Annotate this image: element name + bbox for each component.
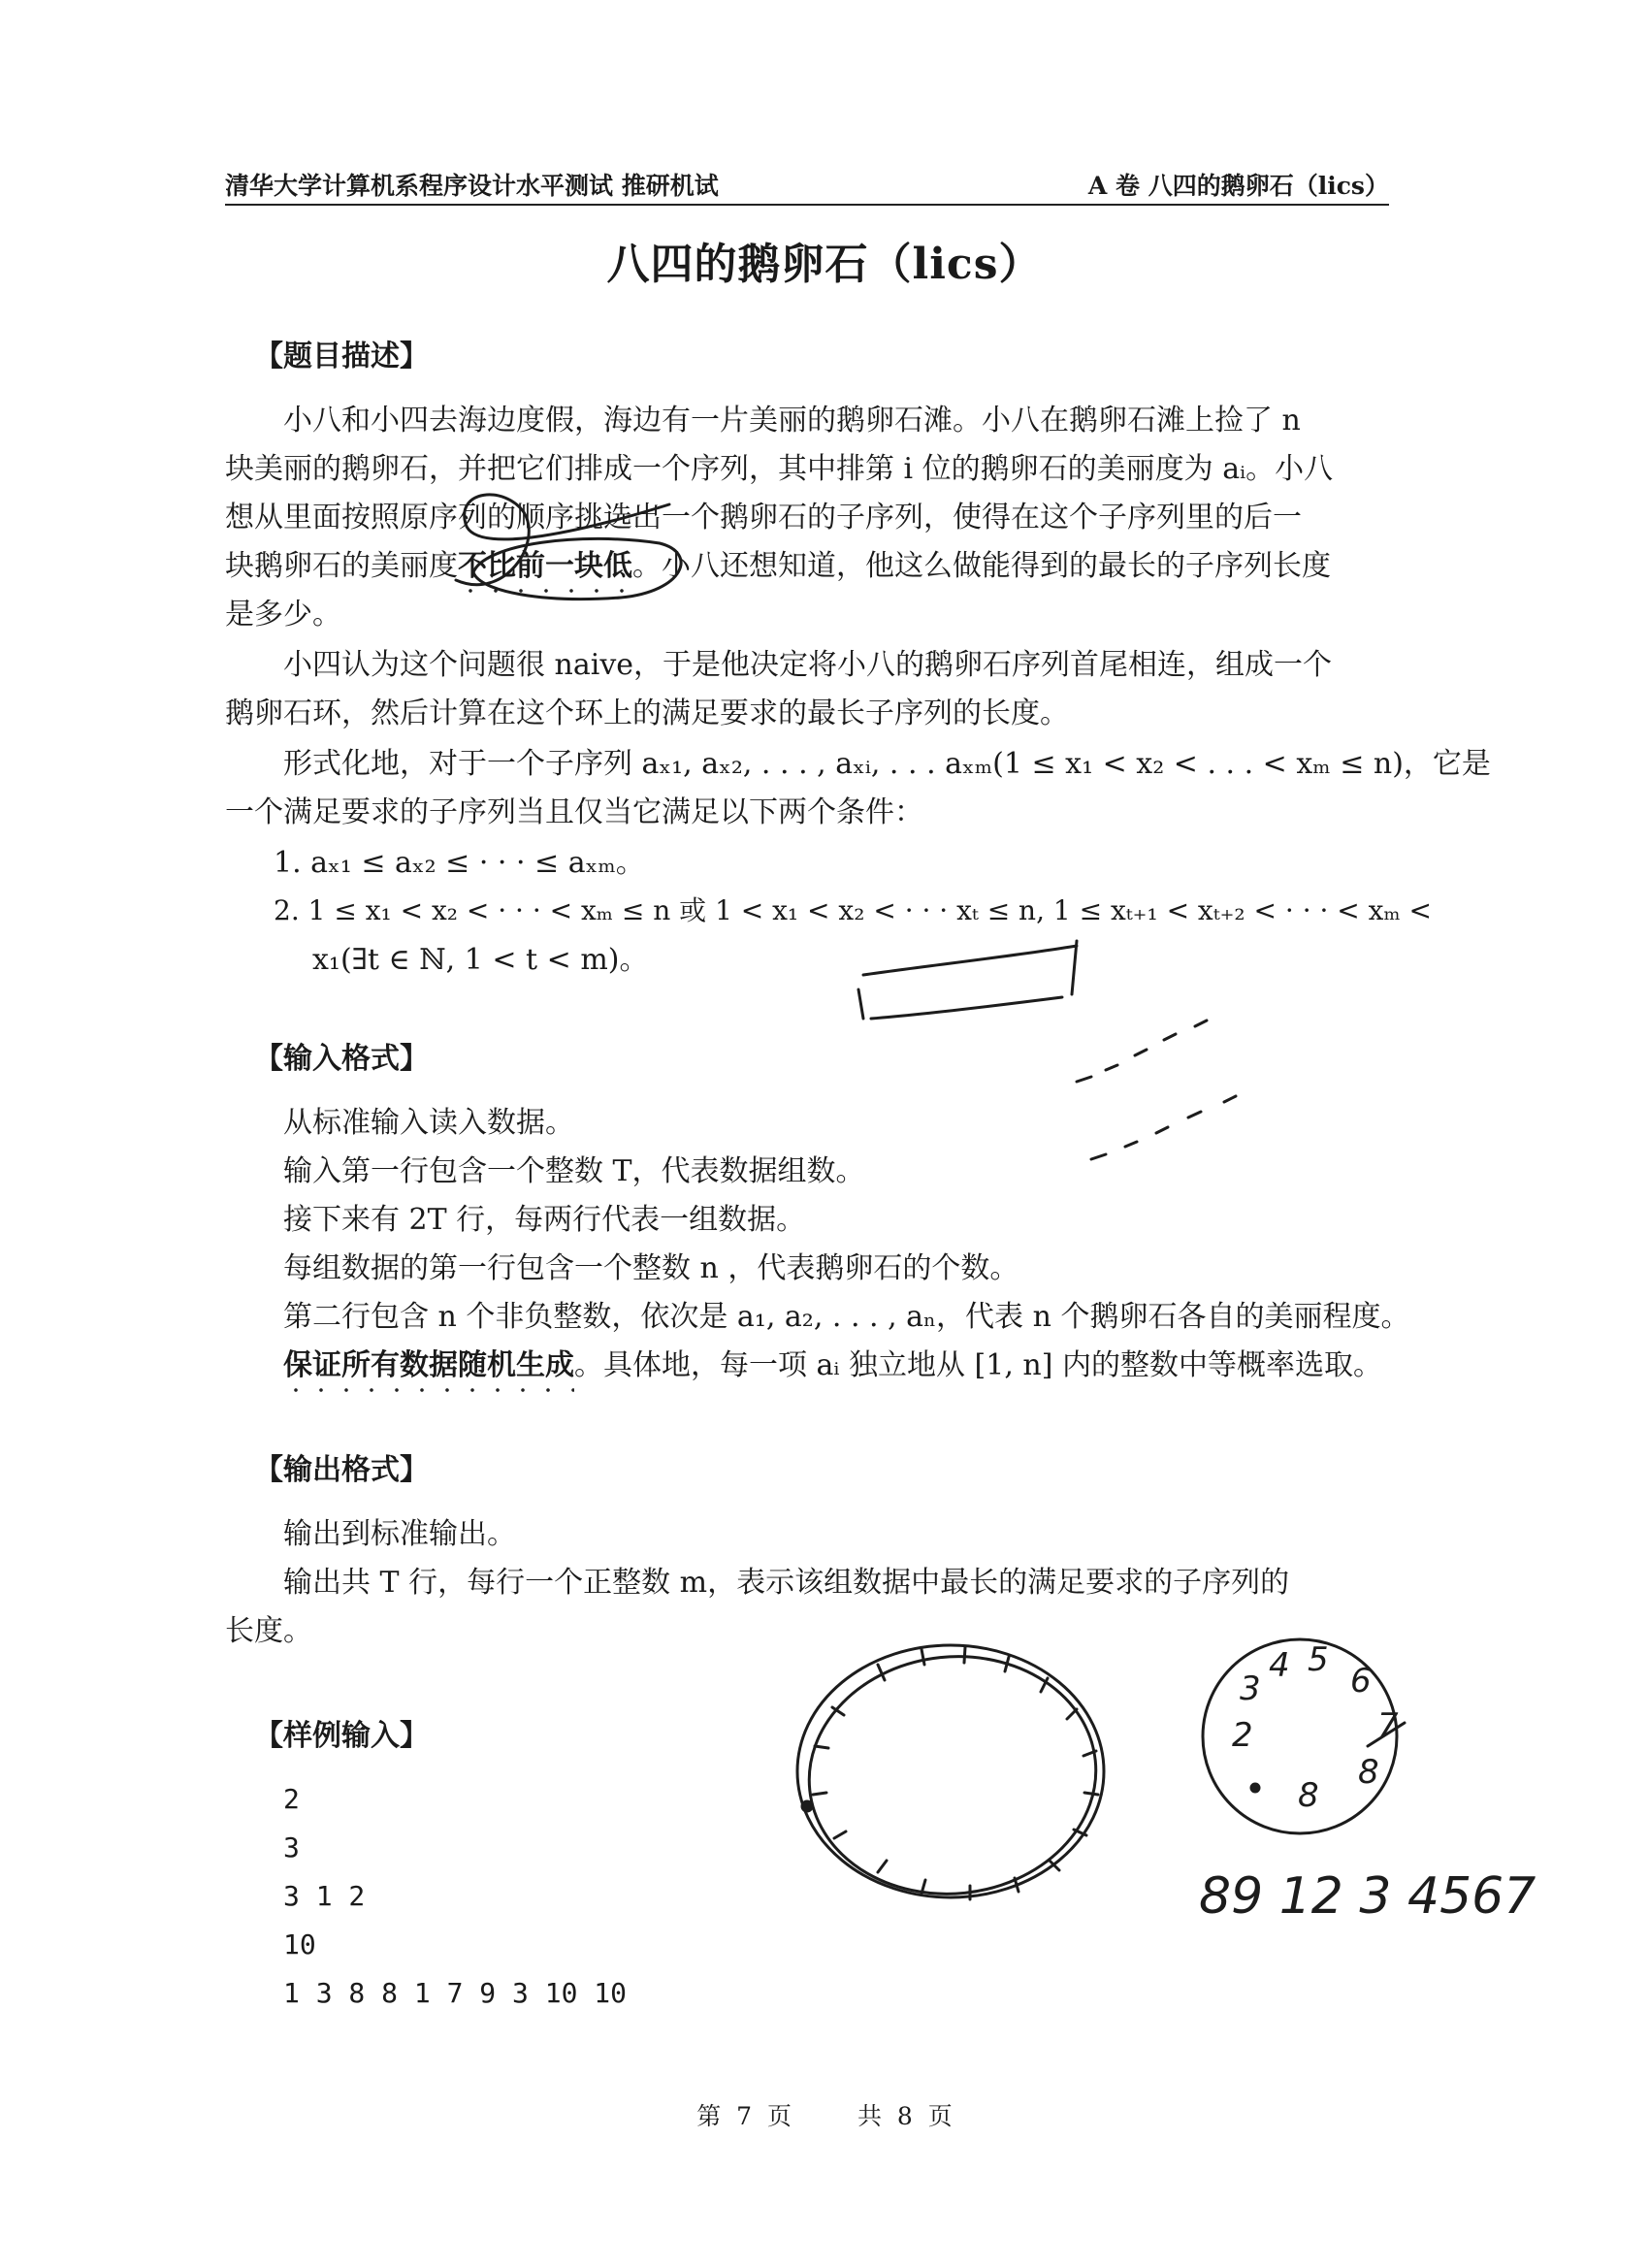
ink-dashes-2 — [1091, 1096, 1236, 1159]
input-line-6-end: 。具体地，每一项 aᵢ 独立地从 [1, n] 内的整数中等概率选取。 — [574, 1348, 1382, 1382]
sample-input-line-5: 1 3 8 8 1 7 9 3 10 10 — [283, 1977, 628, 2009]
header-right: A 卷 八四的鹅卵石（lics） — [1087, 172, 1389, 200]
ink-rectangle — [858, 941, 1077, 1019]
ink-digit-2: 2 — [1232, 1716, 1253, 1755]
ink-digit-6: 6 — [1350, 1662, 1372, 1701]
page-title: 八四的鹅卵石（lics） — [606, 240, 1043, 289]
formal-definition-line-1: 形式化地，对于一个子序列 aₓ₁, aₓ₂, . . . , aₓᵢ, . . . aₓₘ(1 ≤ x₁ < x₂ < . . . < xₘ ≤ n)，它是 — [283, 747, 1491, 781]
section-heading-sample-input: 【样例输入】 — [254, 1719, 429, 1753]
output-line-3: 长度。 — [225, 1614, 312, 1648]
ink-digit-3: 3 — [1240, 1669, 1261, 1708]
ink-small-circle-dot — [1251, 1784, 1259, 1792]
section-heading-description: 【题目描述】 — [254, 340, 429, 373]
footer-page-number: 第 7 页 — [696, 2102, 792, 2130]
desc-line-5: 是多少。 — [225, 598, 341, 632]
input-line-1: 从标准输入读入数据。 — [283, 1106, 574, 1140]
ink-small-circle — [1203, 1639, 1397, 1833]
condition-2-line-1: 2. 1 ≤ x₁ < x₂ < · · · < xₘ ≤ n 或 1 < x₁ < x₂ < · · · xₜ ≤ n, 1 ≤ xₜ₊₁ < xₜ₊₂ < · · · < xₘ < — [274, 894, 1432, 926]
output-line-2: 输出共 T 行，每行一个正整数 m，表示该组数据中最长的满足要求的子序列的 — [283, 1566, 1290, 1600]
condition-1: 1. aₓ₁ ≤ aₓ₂ ≤ · · · ≤ aₓₘ。 — [274, 846, 645, 880]
page-footer — [0, 2097, 1649, 2132]
ink-large-circle-outer — [797, 1645, 1104, 1897]
desc-line-3: 想从里面按照原序列的顺序挑选出一个鹅卵石的子序列，使得在这个子序列里的后一 — [225, 501, 1302, 535]
sample-input-line-2: 3 — [283, 1831, 300, 1863]
emphasis-random-data: 保证所有数据随机生成 — [283, 1348, 574, 1394]
ink-sequence: 89 12 3 4567 — [1199, 1867, 1536, 1926]
ink-digit-8a: 8 — [1358, 1753, 1379, 1792]
sample-input-line-1: 2 — [283, 1783, 300, 1815]
input-line-5: 第二行包含 n 个非负整数，依次是 a₁, a₂, . . . , aₙ，代表 n 个鹅卵石各自的美丽程度。 — [283, 1300, 1410, 1334]
ink-digit-5: 5 — [1308, 1640, 1329, 1679]
ink-digit-7: 7 — [1377, 1706, 1399, 1745]
emphasis-not-lower: 不比前一块低 — [458, 549, 632, 595]
section-heading-input: 【输入格式】 — [254, 1042, 429, 1076]
desc-line-4 — [225, 549, 1331, 584]
desc-line-7: 鹅卵石环，然后计算在这个环上的满足要求的最长子序列的长度。 — [225, 697, 1069, 730]
ink-small-circle-slash — [1368, 1723, 1405, 1746]
condition-2-line-2: x₁(∃t ∈ ℕ, 1 < t < m)。 — [312, 943, 649, 977]
formal-definition-line-2: 一个满足要求的子序列当且仅当它满足以下两个条件： — [225, 795, 923, 829]
footer-total-pages: 共 8 页 — [857, 2102, 953, 2130]
desc-line-4-end: 。小八还想知道，他这么做能得到的最长的子序列长度 — [632, 549, 1331, 583]
input-line-6 — [283, 1348, 1382, 1383]
input-line-4: 每组数据的第一行包含一个整数 n ，代表鹅卵石的个数。 — [283, 1251, 1019, 1285]
desc-line-2: 块美丽的鹅卵石，并把它们排成一个序列，其中排第 i 位的鹅卵石的美丽度为 aᵢ。小八 — [225, 452, 1334, 486]
sample-input-line-4: 10 — [283, 1928, 316, 1960]
sample-input-line-3: 3 1 2 — [283, 1880, 366, 1912]
ink-dashes-1 — [1077, 1021, 1207, 1082]
section-heading-output: 【输出格式】 — [254, 1453, 429, 1487]
ink-digit-4: 4 — [1269, 1646, 1290, 1685]
running-header — [225, 165, 1389, 206]
ink-digit-8b: 8 — [1298, 1776, 1319, 1815]
desc-line-4-start: 块鹅卵石的美丽度 — [225, 549, 458, 583]
ink-start-dot — [802, 1801, 812, 1811]
output-line-1: 输出到标准输出。 — [283, 1517, 516, 1551]
desc-line-1: 小八和小四去海边度假，海边有一片美丽的鹅卵石滩。小八在鹅卵石滩上捡了 n — [283, 404, 1301, 437]
ink-circle-ticks — [813, 1647, 1098, 1899]
input-line-2: 输入第一行包含一个整数 T，代表数据组数。 — [283, 1154, 865, 1188]
desc-line-6: 小四认为这个问题很 naive，于是他决定将小八的鹅卵石序列首尾相连，组成一个 — [283, 648, 1333, 682]
ink-large-circle-inner — [797, 1642, 1108, 1908]
header-left: 清华大学计算机系程序设计水平测试 推研机试 — [225, 172, 719, 200]
input-line-3: 接下来有 2T 行，每两行代表一组数据。 — [283, 1203, 806, 1237]
